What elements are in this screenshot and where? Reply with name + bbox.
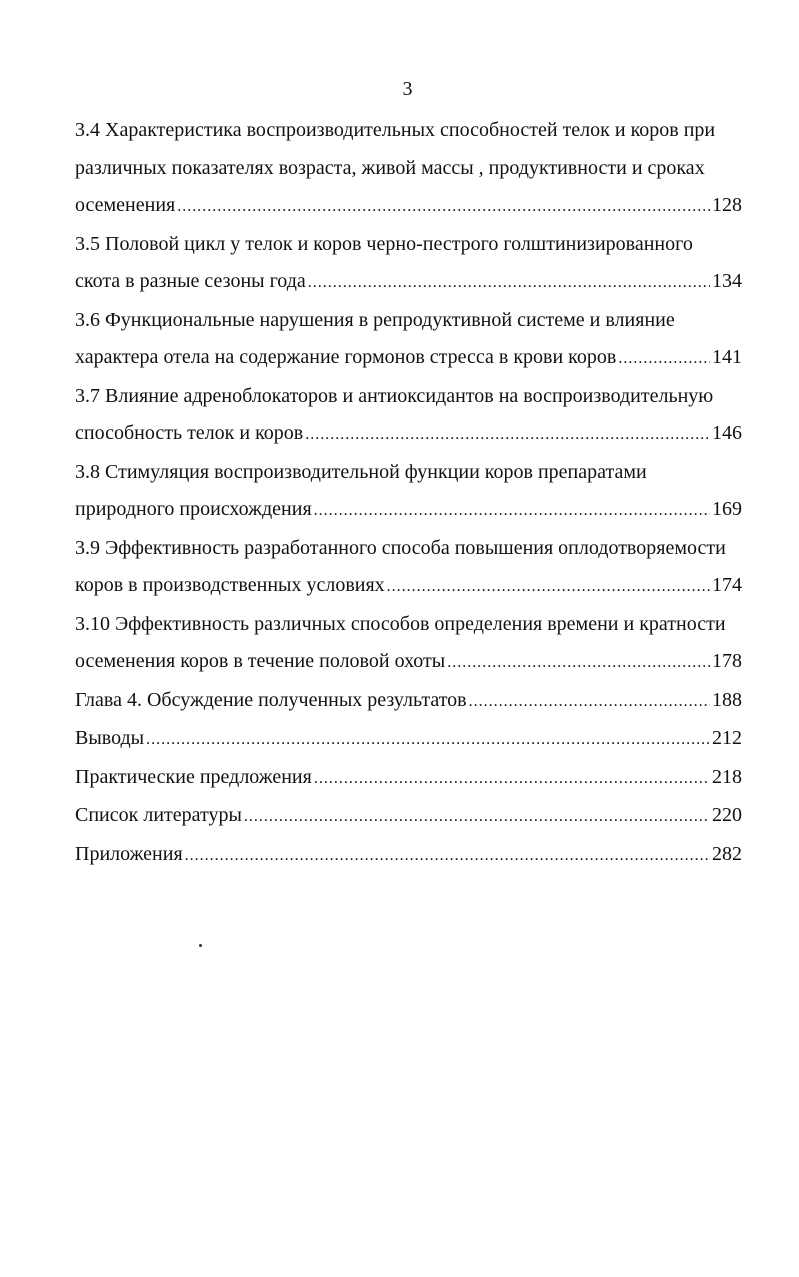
- toc-entry-last-line: [75, 720, 742, 759]
- toc-entry-title-line: 3.6 Функциональные нарушения в репродуктивной системе и влияние: [75, 308, 675, 331]
- toc-entry: [75, 302, 742, 378]
- toc-entry: [75, 682, 742, 721]
- toc-entry-title-line: осеменения коров в течение половой охоты: [75, 650, 446, 672]
- toc-page-number: 134: [712, 270, 742, 292]
- toc-entry-last-line: [75, 759, 742, 798]
- toc-entry-title-line: скота в разные сезоны года: [75, 270, 306, 292]
- page-number: 3: [402, 78, 413, 100]
- toc-entry: [75, 112, 742, 226]
- toc-entry: [75, 378, 742, 454]
- dot-leader: [146, 721, 710, 759]
- toc-entry-title-line: способность телок и коров: [75, 422, 304, 444]
- toc-entry-last-line: [75, 415, 742, 454]
- toc-entry-title-line: Список литературы: [75, 804, 242, 826]
- toc-entry-title-line: 3.10 Эффективность различных способов определения времени и кратности: [75, 612, 726, 635]
- toc-entry-title-line: 3.5 Половой цикл у телок и коров черно-пестрого голштинизированного: [75, 232, 693, 255]
- dot-leader: [469, 683, 710, 721]
- toc-page-number: 188: [712, 688, 742, 711]
- toc-entry-last-line: [75, 643, 742, 682]
- toc-page-number: 141: [712, 346, 742, 368]
- toc-entry-title-line: Практические предложения: [75, 765, 312, 788]
- dot-leader: [185, 837, 710, 875]
- toc-entry-title-line: Глава 4. Обсуждение полученных результатов: [75, 688, 467, 711]
- toc-page-number: 220: [712, 804, 742, 826]
- toc-page-number: 178: [712, 650, 742, 672]
- toc-entry: [75, 454, 742, 530]
- toc-entry-title-line: 3.8 Стимуляция воспроизводительной функции коров препаратами: [75, 460, 647, 483]
- toc-entry: [75, 720, 742, 759]
- toc-entry-last-line: [75, 682, 742, 721]
- toc-entry-last-line: [75, 836, 742, 875]
- dot-leader: [387, 568, 710, 606]
- toc-entry-last-line: [75, 491, 742, 530]
- toc-entry-title-line: осеменения: [75, 194, 176, 216]
- toc-entry: [75, 836, 742, 875]
- table-of-contents: [75, 112, 742, 874]
- toc-entry-title-line: 3.9 Эффективность разработанного способа повышения оплодотворяемости: [75, 536, 726, 559]
- toc-entry-title-line: Приложения: [75, 842, 183, 865]
- toc-entry-last-line: [75, 263, 742, 302]
- toc-page-number: 282: [712, 842, 742, 865]
- toc-entry-last-line: [75, 567, 742, 606]
- toc-entry: [75, 797, 742, 836]
- toc-entry: [75, 606, 742, 682]
- toc-entry-title-line: Выводы: [75, 727, 145, 749]
- dot-leader: [447, 644, 710, 682]
- dot-leader: [618, 340, 710, 378]
- toc-page-number: 174: [712, 574, 742, 596]
- toc-entry-last-line: [75, 339, 742, 378]
- scan-speck: [199, 944, 202, 947]
- toc-entry-title-line: различных показателях возраста, живой массы , продуктивности и сроках: [75, 156, 705, 179]
- dot-leader: [244, 798, 710, 836]
- toc-entry-title-line: 3.4 Характеристика воспроизводительных способностей телок и коров при: [75, 119, 716, 141]
- toc-entry: [75, 759, 742, 798]
- dot-leader: [314, 760, 710, 798]
- toc-page-number: 218: [712, 765, 742, 788]
- dot-leader: [308, 264, 710, 302]
- dot-leader: [177, 188, 710, 226]
- toc-entry-title-line: коров в производственных условиях: [75, 574, 385, 596]
- toc-page-number: 169: [712, 498, 742, 520]
- toc-page-number: 128: [712, 194, 742, 216]
- toc-entry-last-line: [75, 797, 742, 836]
- toc-page-number: 146: [712, 422, 742, 444]
- dot-leader: [314, 492, 710, 530]
- dot-leader: [305, 416, 710, 454]
- toc-entry: [75, 226, 742, 302]
- toc-entry-title-line: 3.7 Влияние адреноблокаторов и антиоксидантов на воспроизводительную: [75, 384, 714, 407]
- toc-entry-title-line: природного происхождения: [75, 498, 312, 520]
- toc-entry: [75, 530, 742, 606]
- toc-entry-last-line: [75, 187, 742, 226]
- toc-entry-title-line: характера отела на содержание гормонов стресса в крови коров: [75, 346, 617, 368]
- toc-page-number: 212: [712, 727, 742, 749]
